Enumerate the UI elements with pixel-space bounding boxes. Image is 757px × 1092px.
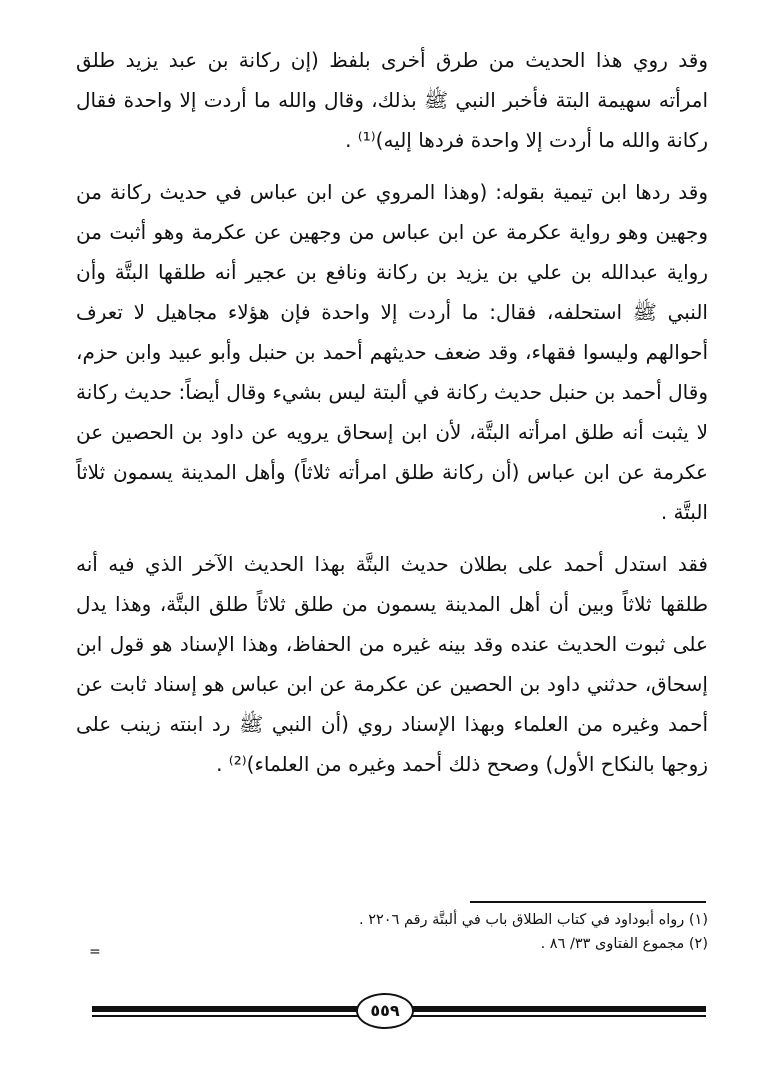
paragraph-2: وقد ردها ابن تيمية بقوله: (وهذا المروي عن ابن عباس في حديث ركانة من وجهين وهو رواية عكرمة عن ابن عباس من وجهين عن عكرمة وهو أثبت من رواية عبدالله بن علي بن يزيد بن ركانة ونافع بن عجير أنه طلقها البتَّة وأن النبي ﷺ استحلفه، فقال: ما أردت إلا واحدة فإن هؤلاء مجاهيل لا تعرف أحوالهم وليسوا فقهاء، وقد ضعف حديثهم أحمد بن حنبل وأبو عبيد وابن حزم، وقال أحمد بن حنبل حديث ركانة في ألبتة ليس بشيء وقال أيضاً: حديث ركانة لا يثبت أنه طلق امرأته البتَّة، لأن ابن إسحاق يرويه عن داود بن الحصين عن عكرمة عن ابن عباس (أن ركانة طلق امرأته ثلاثاً) وأهل المدينة يسمون ثلاثاً البتَّة . — [76, 180, 708, 524]
main-text — [76, 40, 708, 796]
footnote-2: (٢) مجموع الفتاوى ٣٣/ ٨٦ . — [540, 936, 708, 952]
page-number: ٥٥٩ — [356, 993, 414, 1029]
paragraph-3: فقد استدل أحمد على بطلان حديث البتَّة بهذا الحديث الآخر الذي فيه أنه طلقها ثلاثاً وبين أن أهل المدينة يسمون من طلق ثلاثاً طلق البتَّة، وهذا يدل على ثبوت الحديث عنده وقد بينه غيره من الحفاظ، وهذا الإسناد هو قول ابن إسحاق، حدثني داود بن الحصين عن عكرمة عن ابن عباس هو إسناد ثابت عن أحمد وغيره من العلماء وبهذا الإسناد روي (أن النبي ﷺ رد ابنته زينب على زوجها بالنكاح الأول) وصحح ذلك أحمد وغيره من العلماء)⁽²⁾ . — [76, 552, 708, 776]
footnote-divider — [470, 901, 706, 903]
footnote-1: (١) رواه أبوداود في كتاب الطلاق باب في ألبتَّة رقم ٢٢٠٦ . — [358, 912, 708, 928]
paragraph-1: وقد روي هذا الحديث من طرق أخرى بلفظ (إن ركانة بن عبد يزيد طلق امرأته سهيمة البتة فأخبر النبي ﷺ بذلك، وقال والله ما أردت إلا واحدة فقال ركانة والله ما أردت إلا واحدة فردها إليه)⁽¹⁾ . — [76, 48, 708, 152]
footnotes — [76, 908, 708, 956]
continuation-mark: = — [89, 944, 101, 960]
